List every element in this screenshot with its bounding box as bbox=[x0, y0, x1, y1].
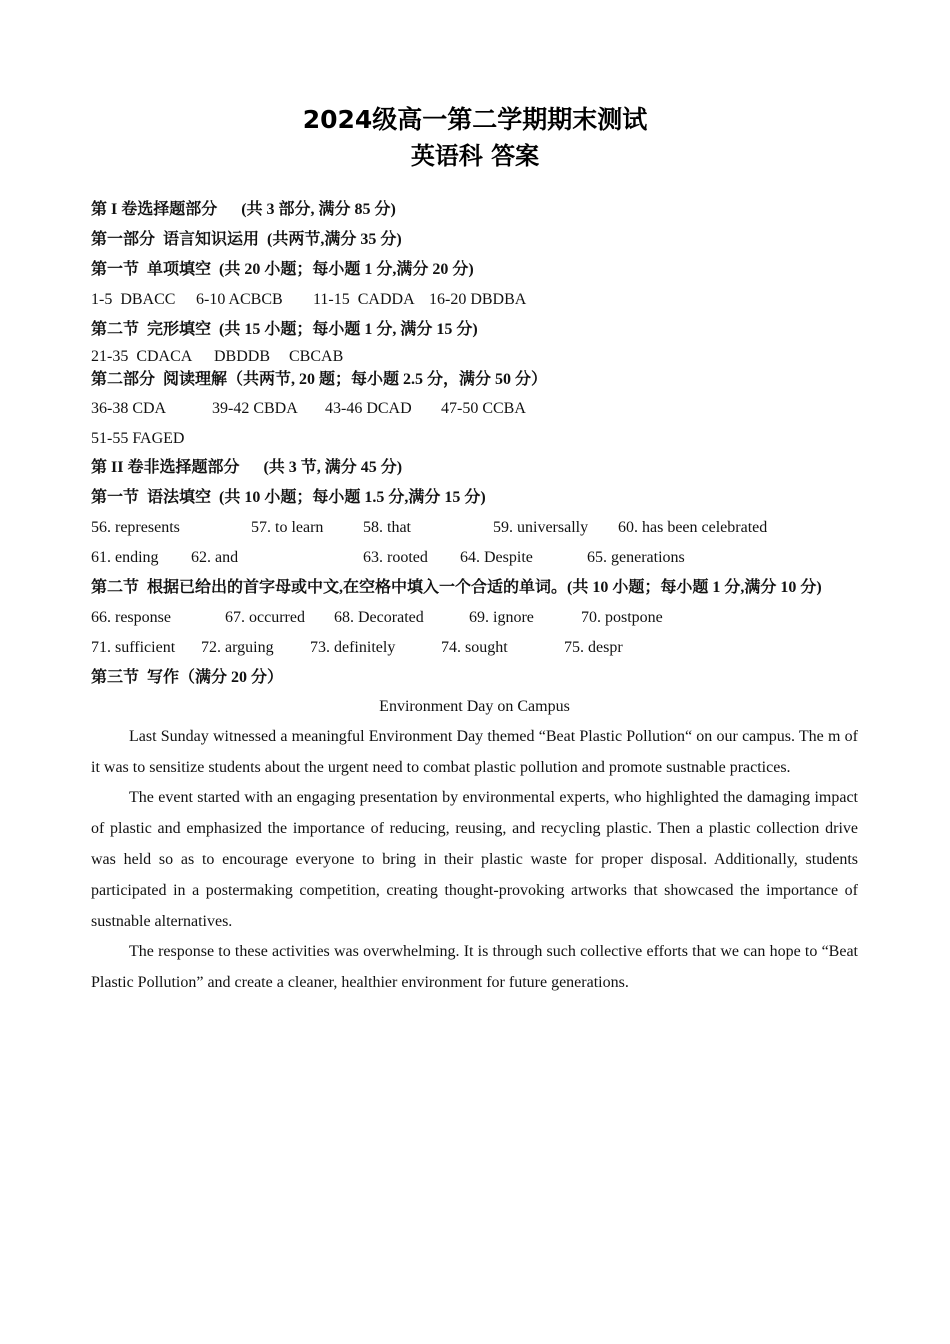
part1-section1-header: 第一部分 语言知识运用 (共两节,满分 35 分) bbox=[91, 231, 402, 248]
answer-item: 1-5 DBACC bbox=[91, 291, 176, 308]
essay-paragraph: Last Sunday witnessed a meaningful Environment Day themed “Beat Plastic Pollution“ on our campus. The m of it was to sensitize students about the urgent need to combat plastic pollution and promote sustnable practices. bbox=[91, 728, 858, 776]
part2-header: 第 II 卷非选择题部分 (共 3 节, 满分 45 分) bbox=[91, 459, 403, 476]
answer-item: CBCAB bbox=[289, 348, 344, 365]
answer-item: 51-55 FAGED bbox=[91, 430, 185, 447]
answer-item: 70. postpone bbox=[581, 609, 663, 626]
single-choice-header: 第一节 单项填空 (共 20 小题；每小题 1 分,满分 20 分) bbox=[91, 261, 474, 278]
cloze-header: 第二节 完形填空 (共 15 小题；每小题 1 分, 满分 15 分) bbox=[91, 321, 478, 338]
answer-item: DBDDB bbox=[214, 348, 271, 365]
answer-item: 60. has been celebrated bbox=[618, 519, 768, 536]
answer-item: 74. sought bbox=[441, 639, 508, 656]
answer-item: 43-46 DCAD bbox=[325, 400, 412, 417]
essay-title: Environment Day on Campus bbox=[379, 698, 570, 715]
answer-item: 59. universally bbox=[493, 519, 589, 536]
answer-item: 73. definitely bbox=[310, 639, 396, 656]
answer-item: 6-10 ACBCB bbox=[196, 291, 283, 308]
answer-item: 69. ignore bbox=[469, 609, 534, 626]
answer-item: 64. Despite bbox=[460, 549, 533, 566]
answer-item: 21-35 CDACA bbox=[91, 348, 193, 365]
answer-item: 72. arguing bbox=[201, 639, 274, 656]
answer-item: 63. rooted bbox=[363, 549, 428, 566]
answer-item: 65. generations bbox=[587, 549, 685, 566]
answer-item: 58. that bbox=[363, 519, 411, 536]
answer-item: 66. response bbox=[91, 609, 171, 626]
answer-item: 62. and bbox=[191, 549, 239, 566]
page-title: 2024级高一第二学期期末测试 bbox=[302, 105, 648, 134]
answer-item: 56. represents bbox=[91, 519, 180, 536]
page-subtitle: 英语科 答案 bbox=[410, 142, 540, 170]
answer-item: 16-20 DBDBA bbox=[429, 291, 527, 308]
essay-paragraph: The event started with an engaging presentation by environmental experts, who highlighted the damaging impact of plastic and emphasized the importance of reducing, reusing, and recycling plastic. Then a plastic collection drive was held so as to encourage everyone to bring in their plastic waste for proper disposal. Additionally, students participated in a postermaking competition, creating thought-provoking artworks that showcased the importance of sustnable alternatives. bbox=[91, 789, 858, 930]
answer-item: 36-38 CDA bbox=[91, 400, 167, 417]
answer-item: 11-15 CADDA bbox=[313, 291, 415, 308]
answer-item: 75. despr bbox=[564, 639, 623, 656]
answer-item: 71. sufficient bbox=[91, 639, 176, 656]
answer-item: 47-50 CCBA bbox=[441, 400, 526, 417]
essay-paragraph: The response to these activities was overwhelming. It is through such collective efforts that we can hope to “Beat Plastic Pollution” and create a cleaner, healthier environment for future generations. bbox=[91, 943, 858, 991]
grammar-header: 第一节 语法填空 (共 10 小题；每小题 1.5 分,满分 15 分) bbox=[91, 489, 486, 506]
reading-header: 第二部分 阅读理解（共两节, 20 题；每小题 2.5 分，满分 50 分） bbox=[91, 371, 548, 388]
answer-item: 68. Decorated bbox=[334, 609, 424, 626]
words-header: 第二节 根据已给出的首字母或中文,在空格中填入一个合适的单词。(共 10 小题；每小题 1 分,满分 10 分) bbox=[91, 579, 822, 596]
answer-item: 67. occurred bbox=[225, 609, 305, 626]
answer-item: 39-42 CBDA bbox=[212, 400, 298, 417]
answer-item: 57. to learn bbox=[251, 519, 324, 536]
answer-item: 61. ending bbox=[91, 549, 159, 566]
writing-header: 第三节 写作（满分 20 分） bbox=[91, 669, 284, 686]
part1-header: 第 I 卷选择题部分 (共 3 部分, 满分 85 分) bbox=[91, 201, 396, 218]
